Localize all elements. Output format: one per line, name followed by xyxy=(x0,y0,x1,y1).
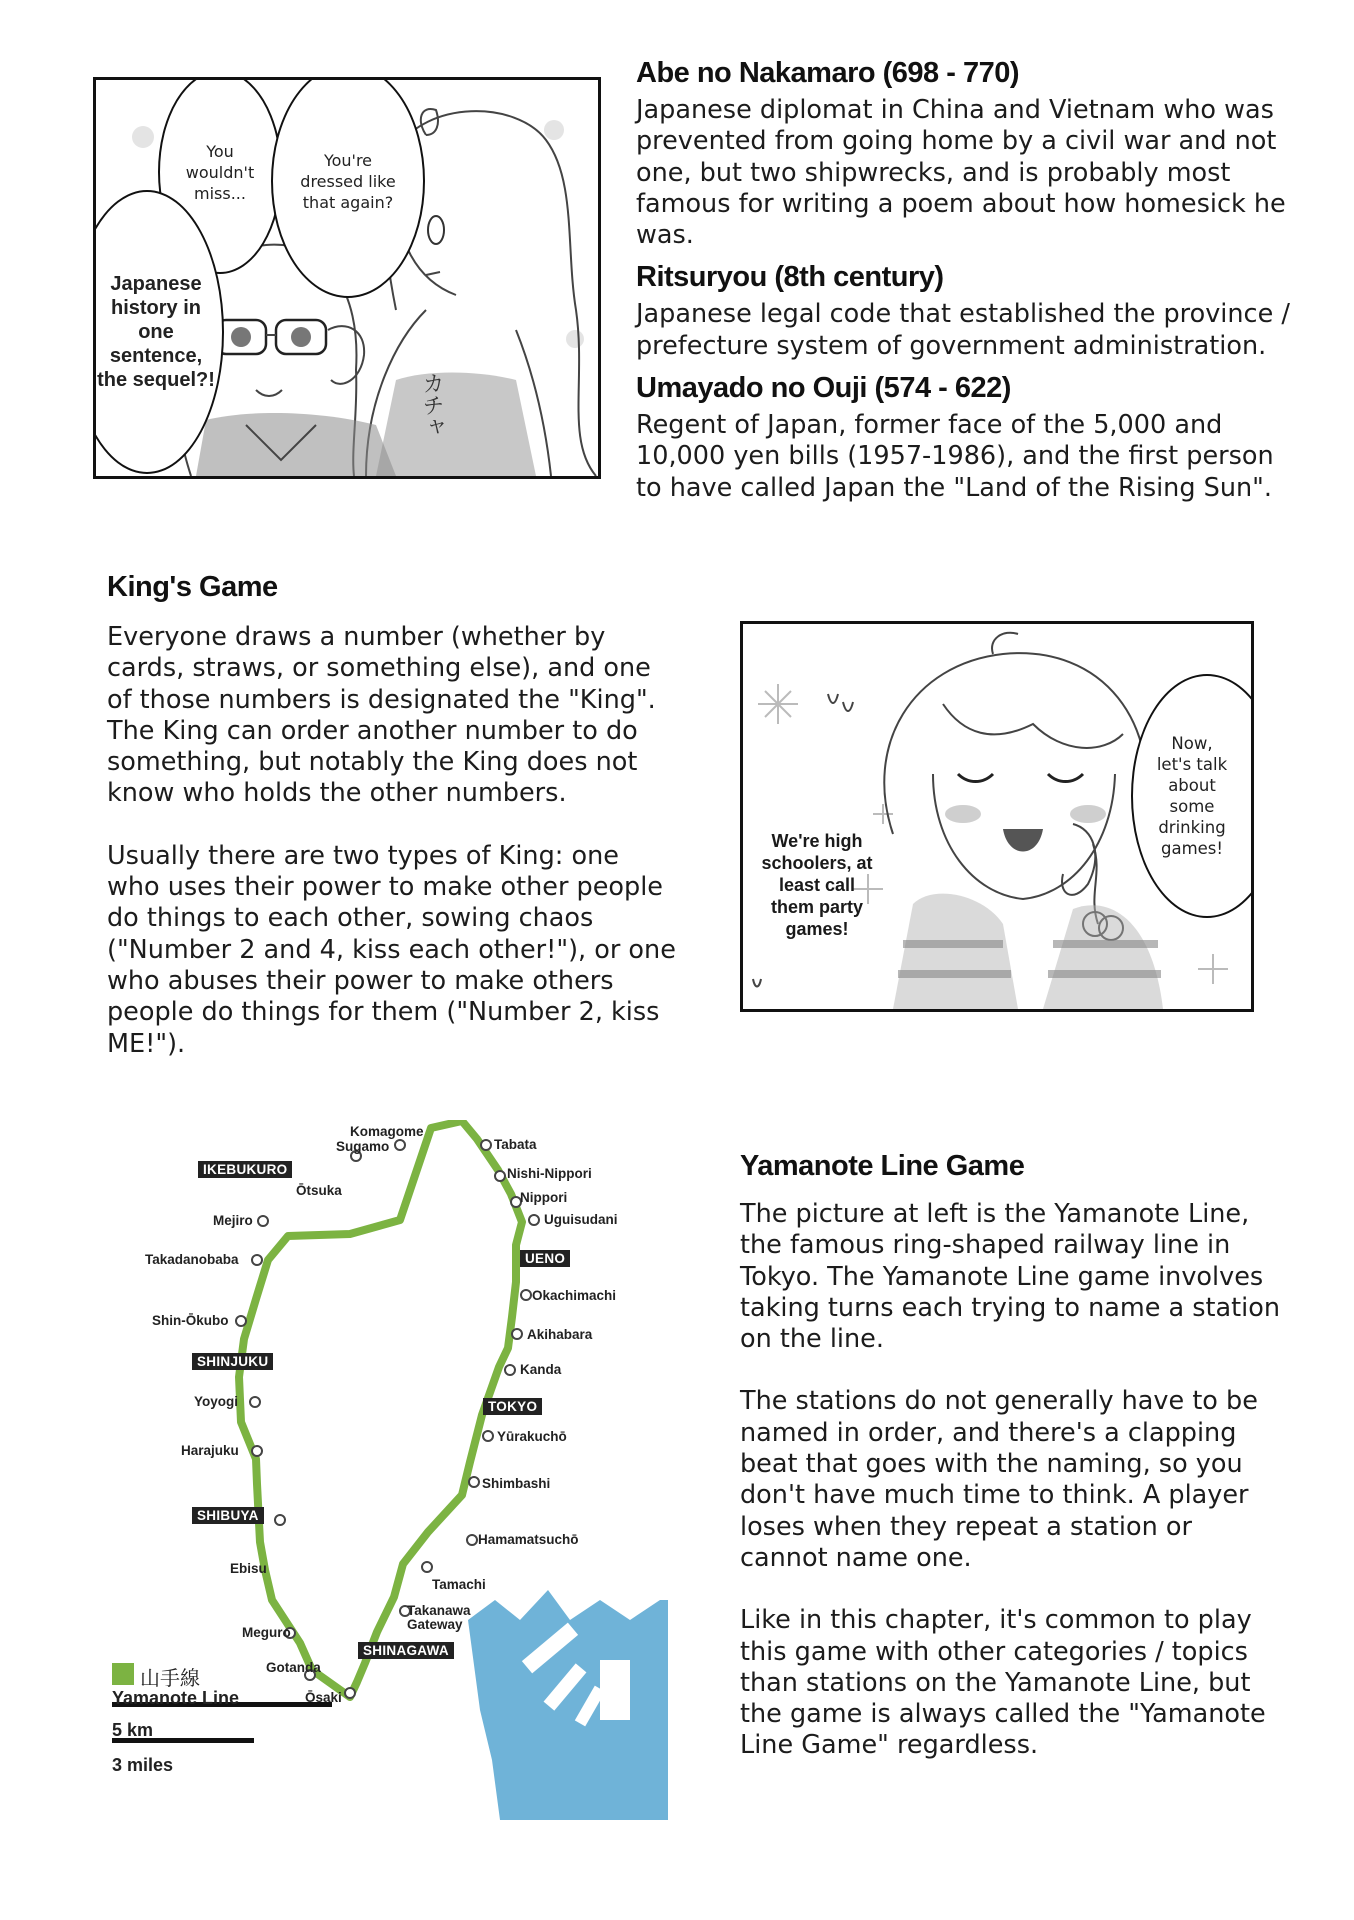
station-label-akihabara: Akihabara xyxy=(527,1327,593,1342)
station-label-takanawa-gateway: Takanawa Gateway xyxy=(407,1603,471,1632)
yamanote-game-para-1: The picture at left is the Yamanote Line, the famous ring-shaped railway line in Tokyo. The Yamanote Line game involves taking turns each trying to name a station on the line. xyxy=(740,1199,1281,1355)
station-label-shibuya: SHIBUYA xyxy=(192,1507,264,1524)
station-label-shinagawa: SHINAGAWA xyxy=(358,1642,454,1659)
station-label-osaki: Ōsaki xyxy=(305,1690,342,1705)
yamanote-game-para-2: The stations do not generally have to be named in order, and there's a clapping beat that goes with the naming, so you don't have much time to think. A player loses when they repeat a station or cannot name one. xyxy=(740,1386,1258,1573)
station-label-okachimachi: Okachimachi xyxy=(532,1288,617,1303)
manga-panel-girls-talking xyxy=(93,77,601,479)
kings-game-para-1: Everyone draws a number (whether by cards, straws, or something else), and one of those numbers is designated the "King". The King can order another number to do something, but notably the King does not know who holds the other numbers. xyxy=(107,622,656,809)
manga-panel-drinking-games xyxy=(740,621,1254,1012)
legend-label-japanese: 山手線 xyxy=(140,1666,200,1690)
station-label-takadanobaba: Takadanobaba xyxy=(145,1252,239,1267)
station-label-tamachi: Tamachi xyxy=(432,1577,486,1592)
station-label-nishi-nippori: Nishi-Nippori xyxy=(507,1166,592,1181)
history-notes xyxy=(636,57,1296,504)
note-body-abe: Japanese diplomat in China and Vietnam who was prevented from going home by a civil war and not one, but two shipwrecks, and is probably most famous for writing a poem about how homesick he was. xyxy=(636,95,1286,251)
station-label-komagome: Komagome xyxy=(350,1124,424,1139)
speech-text: You wouldn't miss... xyxy=(185,141,255,203)
station-label-shinjuku: SHINJUKU xyxy=(192,1353,273,1370)
legend-swatch xyxy=(112,1663,134,1685)
note-title-abe: Abe no Nakamaro (698 - 770) xyxy=(636,57,1019,89)
station-label-ebisu: Ebisu xyxy=(230,1561,267,1576)
station-label-gotanda: Gotanda xyxy=(266,1660,321,1675)
station-label-kanda: Kanda xyxy=(520,1362,562,1377)
note-body-umayado: Regent of Japan, former face of the 5,000 and 10,000 yen bills (1957-1986), and the first person to have called Japan the "Land of the Rising Sun". xyxy=(636,410,1274,503)
map-graphics xyxy=(100,1120,680,1840)
station-label-mejiro: Mejiro xyxy=(213,1213,253,1228)
station-label-tabata: Tabata xyxy=(494,1137,537,1152)
sound-effect: カチャ xyxy=(419,372,444,438)
yamanote-game-section xyxy=(740,1150,1280,1762)
station-label-uguisudani: Uguisudani xyxy=(544,1212,618,1227)
kings-game-para-2: Usually there are two types of King: one who uses their power to make other people do things to each other, sowing chaos ("Number 2 and 4, kiss each other!"), or one who abuses their power to make others people do things for them ("Number 2, kiss ME!"). xyxy=(107,840,676,1059)
speech-text: Now, let's talk about some drinking games! xyxy=(1156,734,1228,858)
kings-game-title: King's Game xyxy=(107,571,278,603)
station-label-shin-okubo: Shin-Ōkubo xyxy=(152,1313,229,1328)
note-title-ritsuryou: Ritsuryou (8th century) xyxy=(636,261,944,294)
note-body-ritsuryou: Japanese legal code that established the province / prefecture system of government administration. xyxy=(636,299,1290,361)
speech-text: Japanese history in one sentence, the sequel?! xyxy=(97,273,215,391)
station-label-yoyogi: Yoyogi xyxy=(194,1394,239,1409)
legend-label-english: Yamanote Line xyxy=(112,1688,240,1708)
station-label-otsuka: Ōtsuka xyxy=(296,1183,342,1198)
station-label-tokyo: TOKYO xyxy=(483,1398,542,1415)
kings-game-section xyxy=(107,571,677,1060)
scale-label-km: 5 km xyxy=(112,1720,154,1740)
station-label-hamamatsucho: Hamamatsuchō xyxy=(478,1532,579,1547)
shout-text-party-games: We're high schoolers, at least call them party games! xyxy=(761,831,873,939)
scale-label-miles: 3 miles xyxy=(112,1755,174,1775)
yamanote-game-title: Yamanote Line Game xyxy=(740,1150,1025,1182)
station-label-nippori: Nippori xyxy=(520,1190,568,1205)
yamanote-line-map xyxy=(100,1120,680,1840)
station-label-meguro: Meguro xyxy=(242,1625,291,1640)
station-label-ueno: UENO xyxy=(520,1250,570,1267)
speech-text: You're dressed like that again? xyxy=(300,150,396,212)
station-label-ikebukuro: IKEBUKURO xyxy=(198,1161,292,1178)
station-label-sugamo: Sugamo xyxy=(336,1139,390,1154)
station-label-shimbashi: Shimbashi xyxy=(482,1476,551,1491)
station-label-yurakucho: Yūrakuchō xyxy=(497,1429,567,1444)
station-label-harajuku: Harajuku xyxy=(181,1443,239,1458)
note-title-umayado: Umayado no Ouji (574 - 622) xyxy=(636,372,1011,405)
yamanote-game-para-3: Like in this chapter, it's common to play this game with other categories / topics than stations on the Yamanote Line, but the game is always called the "Yamanote Line Game" regardless. xyxy=(740,1605,1266,1761)
